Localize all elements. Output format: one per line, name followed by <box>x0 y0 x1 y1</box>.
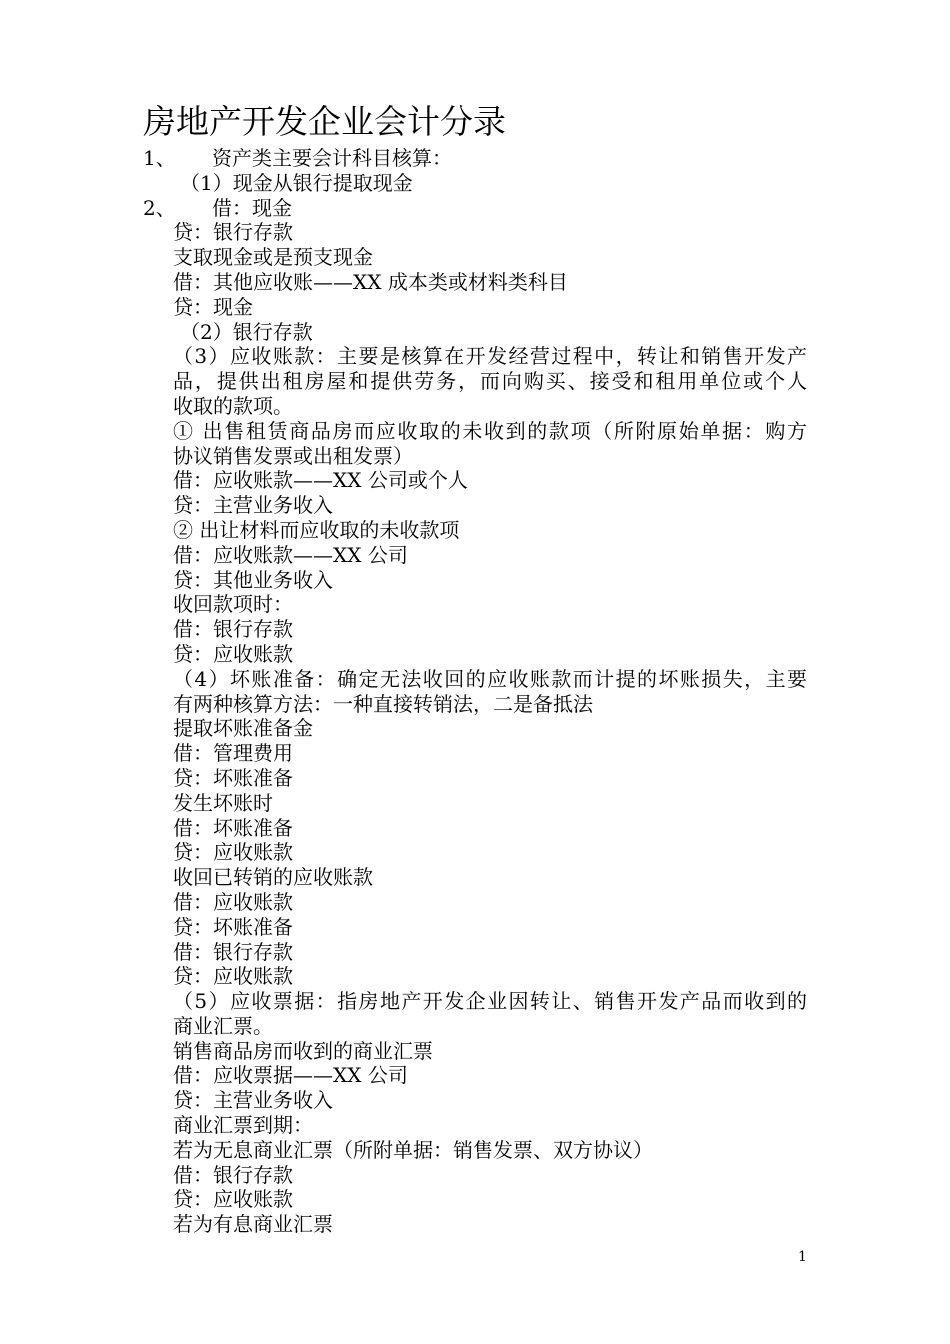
line-text: 贷：现金 <box>173 294 253 319</box>
text-line <box>0 1113 950 1138</box>
line-text: ① 出售租赁商品房而应收取的未收到的款项（所附原始单据：购方 <box>173 418 807 443</box>
line-text: 收取的款项。 <box>173 393 293 418</box>
text-line <box>0 667 950 692</box>
text-line <box>0 642 950 667</box>
text-line <box>0 741 950 766</box>
line-text: 商业汇票。 <box>173 1013 273 1038</box>
text-line <box>0 543 950 568</box>
line-text: （2）银行存款 <box>180 319 313 344</box>
text-line <box>0 568 950 593</box>
line-text: 借：银行存款 <box>173 1162 293 1187</box>
line-text: 借：现金 <box>212 195 292 220</box>
text-line <box>0 295 950 320</box>
document-body <box>0 146 950 1237</box>
text-line <box>0 1187 950 1212</box>
line-text: 借：应收账款——XX 公司 <box>173 542 408 567</box>
text-line <box>0 766 950 791</box>
text-line <box>0 468 950 493</box>
text-line <box>0 1014 950 1039</box>
text-line <box>0 245 950 270</box>
text-line <box>0 419 950 444</box>
line-text: 贷：坏账准备 <box>173 914 293 939</box>
line-text: 贷：坏账准备 <box>173 765 293 790</box>
text-line <box>0 865 950 890</box>
list-number: 2、 <box>143 195 176 220</box>
text-line <box>0 1138 950 1163</box>
line-text: 贷：其他业务收入 <box>173 567 333 592</box>
line-text: 发生坏账时 <box>173 790 273 815</box>
text-line <box>0 989 950 1014</box>
line-text: 销售商品房而收到的商业汇票 <box>173 1038 433 1063</box>
text-line <box>0 1212 950 1237</box>
line-text: 收回款项时： <box>173 592 293 617</box>
page-number: 1 <box>798 1249 807 1265</box>
text-line <box>0 196 950 221</box>
text-line <box>0 1039 950 1064</box>
line-text: 若为有息商业汇票 <box>173 1212 333 1237</box>
text-line <box>0 940 950 965</box>
line-text: 提取坏账准备金 <box>173 716 313 741</box>
text-line <box>0 617 950 642</box>
line-text: 借：管理费用 <box>173 741 293 766</box>
line-text: 贷：应收账款 <box>173 964 293 989</box>
line-text: 借：其他应收账——XX 成本类或材料类科目 <box>173 269 568 294</box>
line-text: 借：坏账准备 <box>173 815 293 840</box>
text-line <box>0 394 950 419</box>
document-title: 房地产开发企业会计分录 <box>143 102 506 141</box>
line-text: 借：应收票据——XX 公司 <box>173 1063 408 1088</box>
text-line <box>0 1088 950 1113</box>
line-text: ② 出让材料而应收取的未收款项 <box>173 517 460 542</box>
text-line <box>0 840 950 865</box>
text-line <box>0 369 950 394</box>
line-text: 借：应收账款 <box>173 889 293 914</box>
line-text: 借：银行存款 <box>173 617 293 642</box>
line-text: 贷：应收账款 <box>173 1187 293 1212</box>
line-text: 借：银行存款 <box>173 939 293 964</box>
list-number: 1、 <box>143 146 176 170</box>
text-line <box>0 270 950 295</box>
line-text: 贷：主营业务收入 <box>173 493 333 518</box>
text-line <box>0 171 950 196</box>
text-line <box>0 493 950 518</box>
line-text: 协议销售发票或出租发票） <box>173 443 413 468</box>
line-text: 品，提供出租房屋和提供劳务，而向购买、接受和租用单位或个人 <box>173 369 807 394</box>
text-line <box>0 518 950 543</box>
line-text: 收回已转销的应收账款 <box>173 865 373 890</box>
line-text: （4）坏账准备：确定无法收回的应收账款而计提的坏账损失，主要 <box>173 666 807 691</box>
line-text: 商业汇票到期： <box>173 1113 313 1138</box>
line-text: （3）应收账款：主要是核算在开发经营过程中，转让和销售开发产 <box>173 344 807 369</box>
line-text: 借：应收账款——XX 公司或个人 <box>173 468 468 493</box>
text-line <box>0 1063 950 1088</box>
text-line <box>0 692 950 717</box>
text-line <box>0 444 950 469</box>
text-line <box>0 344 950 369</box>
text-line <box>0 791 950 816</box>
text-line <box>0 964 950 989</box>
line-text: （1）现金从银行提取现金 <box>180 170 413 195</box>
line-text: （5）应收票据：指房地产开发企业因转让、销售开发产品而收到的 <box>173 989 807 1014</box>
line-text: 贷：主营业务收入 <box>173 1088 333 1113</box>
line-text: 支取现金或是预支现金 <box>173 245 373 270</box>
text-line <box>0 146 950 171</box>
text-line <box>0 890 950 915</box>
text-line <box>0 816 950 841</box>
line-text: 有两种核算方法：一种直接转销法，二是备抵法 <box>173 691 593 716</box>
text-line <box>0 716 950 741</box>
text-line <box>0 320 950 345</box>
line-text: 资产类主要会计科目核算： <box>212 146 452 170</box>
line-text: 贷：应收账款 <box>173 641 293 666</box>
text-line <box>0 220 950 245</box>
line-text: 若为无息商业汇票（所附单据：销售发票、双方协议） <box>173 1137 653 1162</box>
line-text: 贷：银行存款 <box>173 220 293 245</box>
text-line <box>0 592 950 617</box>
text-line <box>0 915 950 940</box>
line-text: 贷：应收账款 <box>173 840 293 865</box>
text-line <box>0 1163 950 1188</box>
